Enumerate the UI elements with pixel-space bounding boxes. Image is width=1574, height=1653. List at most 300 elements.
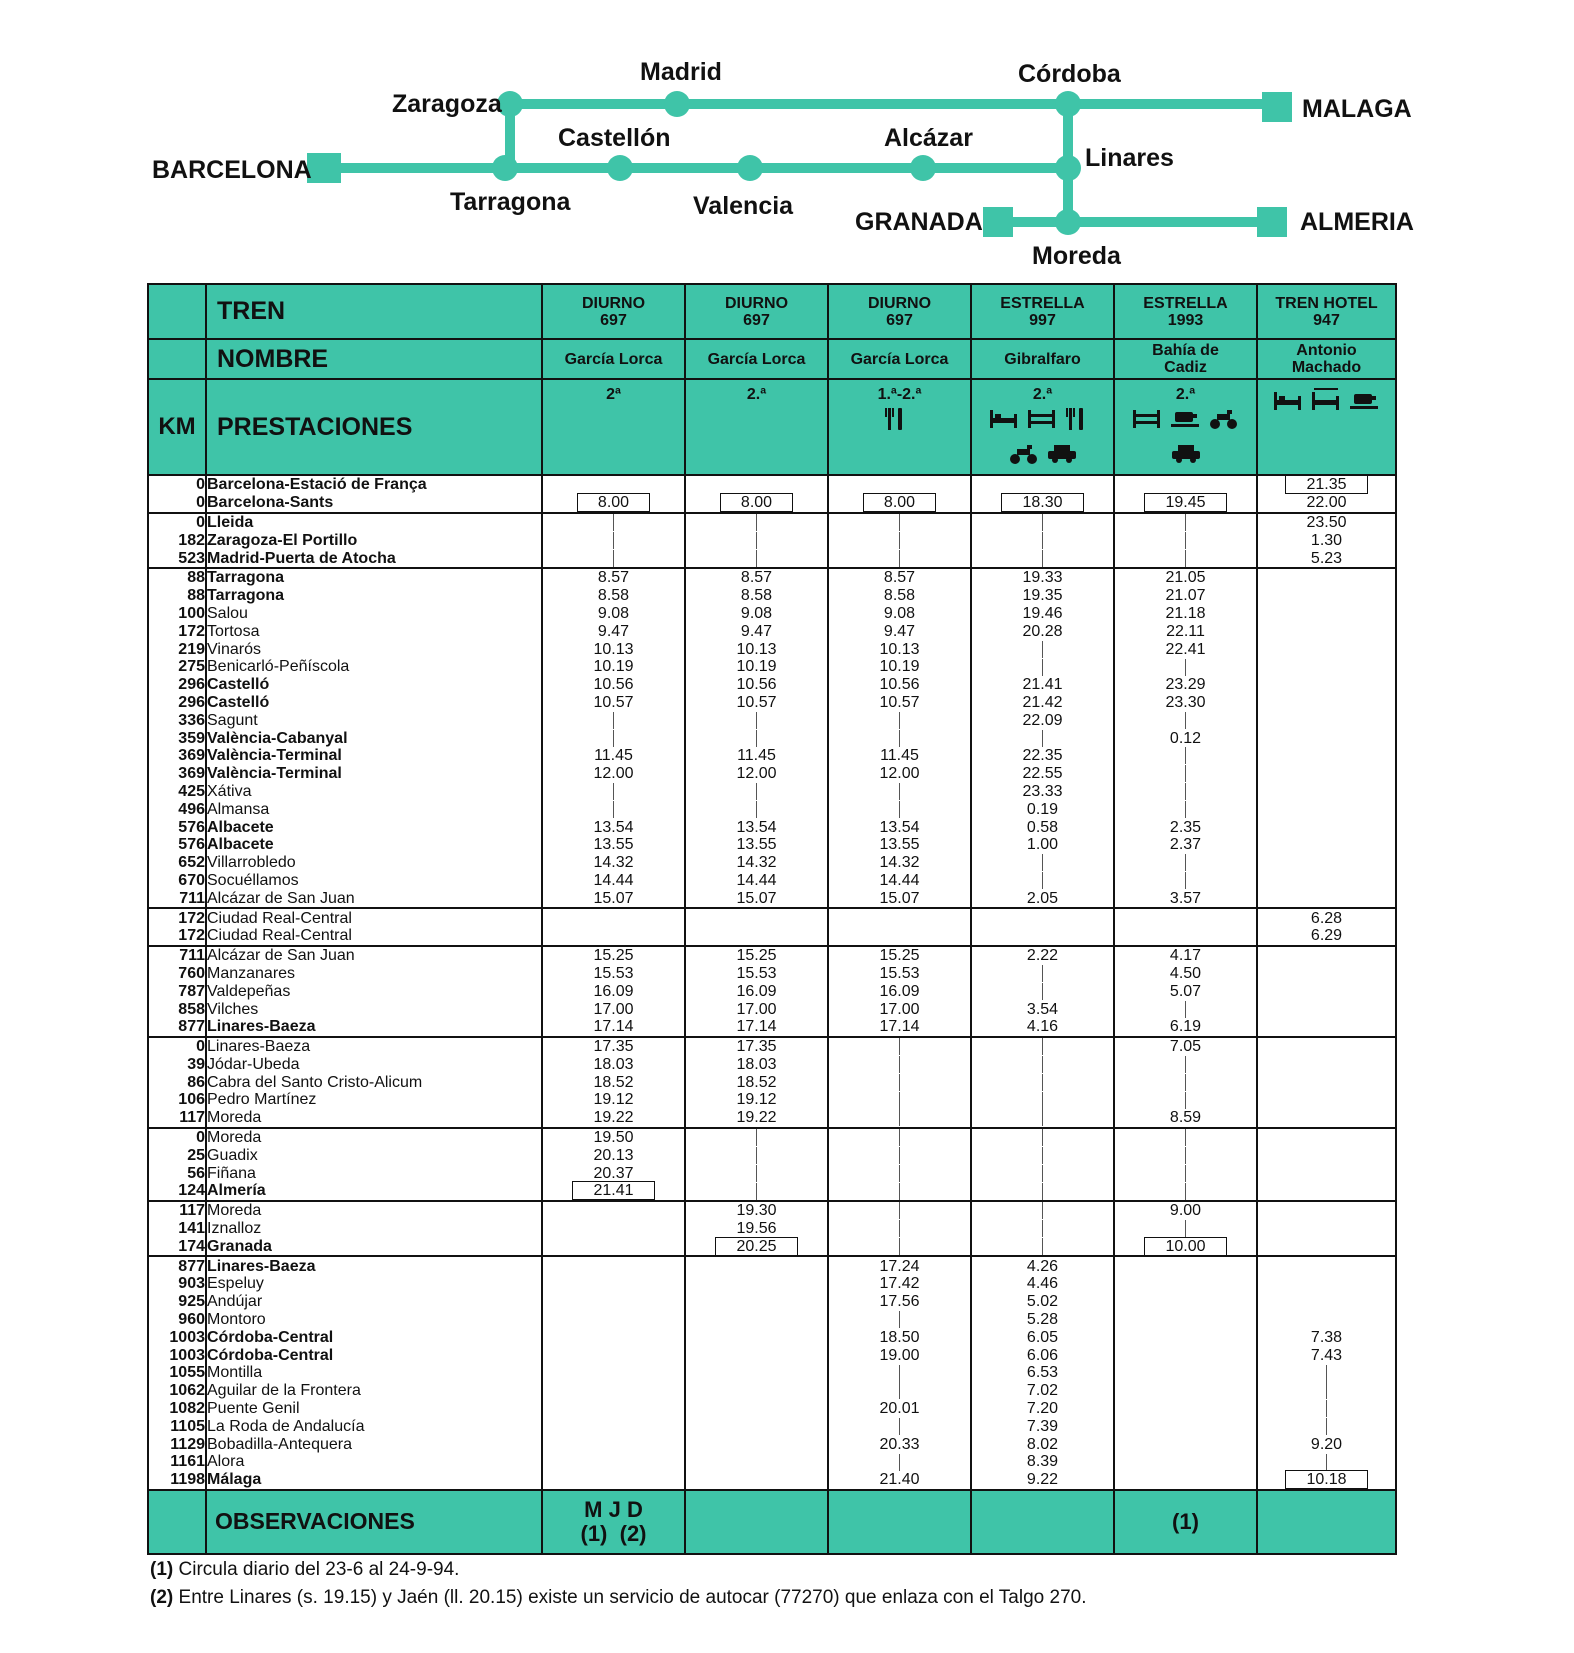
time-cell <box>828 908 971 927</box>
time-cell <box>971 1311 1114 1329</box>
timetable-row <box>148 927 1396 946</box>
station-cell: Benicarló-Peñíscola <box>206 658 542 676</box>
time-cell <box>1114 605 1257 623</box>
continues-line <box>1185 1001 1187 1018</box>
train-name: García Lorca <box>542 339 685 379</box>
timetable-row <box>148 1146 1396 1164</box>
continues-line <box>1042 641 1044 658</box>
km-cell: 711 <box>148 889 206 908</box>
time-cell <box>828 658 971 676</box>
time-cell <box>1114 640 1257 658</box>
station-cell: Jódar-Ubeda <box>206 1056 542 1074</box>
time-cell <box>542 1109 685 1128</box>
timetable-row <box>148 475 1396 494</box>
time-value: 10.19 <box>593 658 634 676</box>
km-cell: 877 <box>148 1256 206 1275</box>
time-cell <box>1257 1128 1396 1147</box>
time-cell <box>685 1471 828 1490</box>
station-madrid <box>664 91 690 117</box>
time-value: 2.22 <box>1026 947 1059 965</box>
km-cell: 275 <box>148 658 206 676</box>
label-castellon: Castellón <box>558 124 671 152</box>
timetable-row <box>148 1328 1396 1346</box>
time-cell <box>542 1364 685 1382</box>
time-cell <box>542 605 685 623</box>
station-cell: Castelló <box>206 694 542 712</box>
continues-line <box>899 730 901 747</box>
station-cell: València-Terminal <box>206 765 542 783</box>
time-cell <box>1257 531 1396 549</box>
time-cell <box>828 568 971 587</box>
time-cell <box>971 747 1114 765</box>
time-cell <box>971 475 1114 494</box>
time-value: 9.22 <box>1026 1471 1059 1489</box>
time-cell <box>828 1237 971 1256</box>
time-cell <box>971 1364 1114 1382</box>
time-cell <box>1114 587 1257 605</box>
time-cell <box>1257 982 1396 1000</box>
time-cell <box>1114 1237 1257 1256</box>
time-value: 21.42 <box>1022 693 1063 711</box>
footnotes <box>150 1556 1086 1612</box>
time-cell <box>1114 1018 1257 1037</box>
time-cell <box>971 1346 1114 1364</box>
time-value: 17.35 <box>593 1038 634 1056</box>
timetable-row <box>148 1382 1396 1400</box>
time-cell <box>971 908 1114 927</box>
continues-line <box>1185 854 1187 871</box>
time-cell <box>971 1435 1114 1453</box>
time-cell <box>828 1000 971 1018</box>
timetable-row <box>148 889 1396 908</box>
station-cell: Puente Genil <box>206 1400 542 1418</box>
time-cell <box>971 1128 1114 1147</box>
terminal-malaga <box>1262 92 1292 122</box>
time-cell <box>971 1201 1114 1220</box>
time-value: 12.00 <box>736 765 777 783</box>
time-cell <box>1257 494 1396 513</box>
time-value: 9.00 <box>1169 1202 1202 1220</box>
time-value: 5.28 <box>1026 1311 1059 1329</box>
observaciones-label: OBSERVACIONES <box>206 1490 542 1554</box>
continues-line <box>1042 1056 1044 1073</box>
km-cell: 56 <box>148 1164 206 1182</box>
time-value: 4.50 <box>1169 964 1202 982</box>
km-cell: 652 <box>148 854 206 872</box>
time-value: 19.12 <box>736 1091 777 1109</box>
time-cell <box>828 1128 971 1147</box>
continues-line <box>1185 1129 1187 1146</box>
time-cell <box>1114 908 1257 927</box>
time-value: 15.25 <box>736 947 777 965</box>
continues-line <box>899 1109 901 1126</box>
time-cell <box>971 800 1114 818</box>
continues-line <box>1042 1202 1044 1219</box>
km-cell: 877 <box>148 1018 206 1037</box>
time-value: 22.55 <box>1022 765 1063 783</box>
time-cell <box>1257 908 1396 927</box>
time-cell <box>685 854 828 872</box>
label-valencia: Valencia <box>693 192 794 220</box>
timetable-row <box>148 549 1396 568</box>
time-value: 9.08 <box>883 604 916 622</box>
time-cell <box>1114 658 1257 676</box>
time-cell <box>828 549 971 568</box>
km-cell: 711 <box>148 946 206 965</box>
time-cell <box>542 622 685 640</box>
km-cell: 1062 <box>148 1382 206 1400</box>
time-cell <box>1114 711 1257 729</box>
time-value: 2.05 <box>1026 889 1059 907</box>
continues-line <box>899 1382 901 1399</box>
time-cell <box>685 587 828 605</box>
terminal-granada <box>983 207 1013 237</box>
time-value: 19.30 <box>736 1202 777 1220</box>
time-cell <box>828 1328 971 1346</box>
time-cell <box>828 765 971 783</box>
time-cell <box>542 965 685 983</box>
time-value: 20.28 <box>1022 622 1063 640</box>
timetable-row <box>148 800 1396 818</box>
km-cell: 86 <box>148 1073 206 1091</box>
continues-line <box>1326 1382 1328 1399</box>
km-cell: 296 <box>148 694 206 712</box>
station-cell: Málaga <box>206 1471 542 1490</box>
restaurant-icon <box>885 406 915 432</box>
km-cell: 0 <box>148 1128 206 1147</box>
time-cell <box>1114 872 1257 890</box>
km-cell: 903 <box>148 1275 206 1293</box>
timetable-row <box>148 694 1396 712</box>
time-cell <box>542 747 685 765</box>
train-header: DIURNO 697 <box>828 284 971 339</box>
station-valencia <box>737 155 763 181</box>
time-value: 17.14 <box>593 1018 634 1036</box>
time-cell <box>1257 475 1396 494</box>
time-cell <box>971 1146 1114 1164</box>
time-cell <box>1114 854 1257 872</box>
timetable-row <box>148 658 1396 676</box>
time-cell <box>1257 694 1396 712</box>
continues-line <box>1185 783 1187 800</box>
timetable-row <box>148 818 1396 836</box>
time-cell <box>1257 946 1396 965</box>
time-cell <box>685 640 828 658</box>
km-cell: 787 <box>148 982 206 1000</box>
time-cell <box>971 1109 1114 1128</box>
time-cell <box>828 1417 971 1435</box>
time-cell <box>828 747 971 765</box>
time-cell <box>971 1237 1114 1256</box>
time-cell <box>685 965 828 983</box>
continues-line <box>756 1165 758 1182</box>
km-cell: 576 <box>148 836 206 854</box>
km-cell: 172 <box>148 908 206 927</box>
cafeteria-icon <box>1350 388 1380 414</box>
time-cell <box>971 765 1114 783</box>
time-cell <box>828 729 971 747</box>
time-cell <box>542 889 685 908</box>
timetable-row <box>148 783 1396 801</box>
time-cell <box>971 658 1114 676</box>
time-value: 21.18 <box>1165 604 1206 622</box>
time-cell <box>1114 1201 1257 1220</box>
station-cell: Linares-Baeza <box>206 1037 542 1056</box>
km-label: KM <box>148 379 206 475</box>
time-cell <box>1114 694 1257 712</box>
time-cell <box>828 1435 971 1453</box>
timetable-row <box>148 494 1396 513</box>
km-cell: 296 <box>148 676 206 694</box>
time-value: 8.58 <box>597 587 630 605</box>
station-cell: Ciudad Real-Central <box>206 908 542 927</box>
time-cell <box>542 475 685 494</box>
time-cell <box>828 1109 971 1128</box>
timetable-row <box>148 587 1396 605</box>
km-cell: 0 <box>148 1037 206 1056</box>
station-cell: Barcelona-Sants <box>206 494 542 513</box>
time-cell <box>1257 1256 1396 1275</box>
time-cell <box>1114 1128 1257 1147</box>
km-cell: 219 <box>148 640 206 658</box>
timetable-row <box>148 1311 1396 1329</box>
timetable <box>147 283 1397 1555</box>
time-value: 8.58 <box>883 587 916 605</box>
time-cell <box>542 1435 685 1453</box>
time-cell <box>971 1453 1114 1471</box>
time-value: 20.33 <box>879 1435 920 1453</box>
time-cell <box>542 872 685 890</box>
time-cell <box>685 1109 828 1128</box>
timetable-row <box>148 711 1396 729</box>
time-value: 7.38 <box>1310 1328 1343 1346</box>
time-value: 8.39 <box>1026 1453 1059 1471</box>
time-cell <box>828 1037 971 1056</box>
time-cell <box>971 605 1114 623</box>
station-moreda <box>1055 209 1081 235</box>
time-cell <box>685 605 828 623</box>
continues-line <box>1326 1418 1328 1435</box>
time-cell <box>1114 800 1257 818</box>
continues-line <box>756 730 758 747</box>
time-cell <box>542 982 685 1000</box>
station-cell: Tortosa <box>206 622 542 640</box>
time-value: 0.19 <box>1026 800 1059 818</box>
station-cell: Barcelona-Estació de França <box>206 475 542 494</box>
continues-line <box>1042 965 1044 982</box>
station-cell: Iznalloz <box>206 1220 542 1238</box>
time-value: 10.19 <box>879 658 920 676</box>
time-value: 3.54 <box>1026 1000 1059 1018</box>
timetable-row <box>148 1091 1396 1109</box>
km-cell: 174 <box>148 1237 206 1256</box>
timetable-row <box>148 1220 1396 1238</box>
time-value: 15.07 <box>593 889 634 907</box>
time-cell <box>1114 818 1257 836</box>
time-value: 17.56 <box>879 1293 920 1311</box>
time-cell <box>542 1037 685 1056</box>
time-cell <box>828 587 971 605</box>
time-cell <box>828 1311 971 1329</box>
time-value: 10.57 <box>736 693 777 711</box>
time-value: 14.32 <box>736 854 777 872</box>
time-cell <box>971 513 1114 532</box>
time-cell <box>1257 1237 1396 1256</box>
station-cordoba <box>1055 91 1081 117</box>
continues-line <box>899 1056 901 1073</box>
time-cell <box>1114 1275 1257 1293</box>
train-name: Gibralfaro <box>971 339 1114 379</box>
time-cell <box>542 1201 685 1220</box>
time-cell <box>971 1293 1114 1311</box>
timetable-row <box>148 1000 1396 1018</box>
time-cell <box>1114 1382 1257 1400</box>
time-cell <box>1114 1328 1257 1346</box>
time-cell <box>1257 1417 1396 1435</box>
time-cell <box>542 694 685 712</box>
time-cell <box>685 818 828 836</box>
continues-line <box>613 730 615 747</box>
continues-line <box>1185 1147 1187 1164</box>
station-cell: Villarrobledo <box>206 854 542 872</box>
time-value: 19.33 <box>1022 569 1063 587</box>
time-value: 19.22 <box>593 1109 634 1127</box>
km-cell: 523 <box>148 549 206 568</box>
km-cell: 369 <box>148 747 206 765</box>
station-cell: Montilla <box>206 1364 542 1382</box>
km-cell: 576 <box>148 818 206 836</box>
time-value: 17.35 <box>736 1038 777 1056</box>
time-cell <box>828 1382 971 1400</box>
time-value: 10.13 <box>879 640 920 658</box>
time-value: 10.57 <box>593 693 634 711</box>
continues-line <box>756 801 758 818</box>
time-cell <box>685 783 828 801</box>
time-cell <box>1257 854 1396 872</box>
time-cell <box>828 1201 971 1220</box>
time-value: 8.58 <box>740 587 773 605</box>
time-cell <box>542 1328 685 1346</box>
time-cell <box>1257 1220 1396 1238</box>
time-cell <box>828 872 971 890</box>
time-cell <box>685 1146 828 1164</box>
station-cell: Xátiva <box>206 783 542 801</box>
time-value: 20.13 <box>593 1146 634 1164</box>
continues-line <box>899 801 901 818</box>
time-cell <box>828 531 971 549</box>
station-cell: Lleida <box>206 513 542 532</box>
time-value: 5.23 <box>1310 549 1343 567</box>
time-value: 19.12 <box>593 1091 634 1109</box>
time-cell <box>1257 872 1396 890</box>
km-cell: 760 <box>148 965 206 983</box>
time-cell <box>971 1256 1114 1275</box>
time-cell <box>971 818 1114 836</box>
time-value: 9.47 <box>883 622 916 640</box>
continues-line <box>1042 872 1044 889</box>
time-cell <box>828 1182 971 1201</box>
time-value: 16.09 <box>736 982 777 1000</box>
time-value: 3.57 <box>1169 889 1202 907</box>
bed-icon <box>990 406 1020 432</box>
km-cell: 359 <box>148 729 206 747</box>
time-cell <box>542 1453 685 1471</box>
continues-line <box>899 1074 901 1091</box>
observacion-cell <box>828 1490 971 1554</box>
timetable-row <box>148 1037 1396 1056</box>
time-value: 20.01 <box>879 1400 920 1418</box>
time-cell <box>542 513 685 532</box>
km-cell: 1129 <box>148 1435 206 1453</box>
continues-line <box>899 1418 901 1435</box>
time-value: 8.02 <box>1026 1435 1059 1453</box>
station-cell: Albacete <box>206 836 542 854</box>
km-cell: 88 <box>148 587 206 605</box>
timetable-row <box>148 1293 1396 1311</box>
time-cell <box>1257 1275 1396 1293</box>
time-cell <box>971 494 1114 513</box>
services-cell: 1.ª-2.ª <box>828 379 971 475</box>
time-cell <box>685 494 828 513</box>
time-cell <box>971 1056 1114 1074</box>
time-value: 22.00 <box>1306 494 1347 512</box>
time-value: 23.50 <box>1306 513 1347 531</box>
continues-line <box>899 532 901 549</box>
time-cell <box>971 872 1114 890</box>
continues-line <box>899 1038 901 1055</box>
continues-line <box>1042 550 1044 567</box>
time-cell <box>1257 1328 1396 1346</box>
time-cell <box>828 946 971 965</box>
time-cell <box>971 1073 1114 1091</box>
station-cell: Zaragoza-El Portillo <box>206 531 542 549</box>
car-icon <box>1047 441 1077 467</box>
time-cell <box>1114 965 1257 983</box>
time-cell <box>685 1293 828 1311</box>
time-cell <box>1114 676 1257 694</box>
continues-line <box>1042 1074 1044 1091</box>
time-value: 7.05 <box>1169 1038 1202 1056</box>
timetable-row <box>148 946 1396 965</box>
time-cell <box>685 889 828 908</box>
time-cell <box>1114 568 1257 587</box>
station-alcazar <box>910 155 936 181</box>
timetable-row <box>148 872 1396 890</box>
time-value: 6.05 <box>1026 1328 1059 1346</box>
km-cell: 1161 <box>148 1453 206 1471</box>
continues-line <box>756 514 758 531</box>
time-cell <box>828 640 971 658</box>
time-value: 8.57 <box>597 569 630 587</box>
time-value: 18.03 <box>593 1055 634 1073</box>
station-cell: Aguilar de la Frontera <box>206 1382 542 1400</box>
couchette-icon <box>1028 406 1058 432</box>
continues-line <box>1185 1056 1187 1073</box>
time-cell <box>542 729 685 747</box>
station-cell: Linares-Baeza <box>206 1018 542 1037</box>
label-linares: Linares <box>1085 144 1174 172</box>
time-cell <box>971 927 1114 946</box>
time-cell <box>685 1164 828 1182</box>
continues-line <box>1042 1183 1044 1200</box>
time-value: 6.29 <box>1310 927 1343 945</box>
time-cell <box>828 1400 971 1418</box>
time-value: 4.26 <box>1026 1257 1059 1275</box>
time-cell <box>1257 1400 1396 1418</box>
time-cell <box>828 1471 971 1490</box>
nombre-label: NOMBRE <box>206 339 542 379</box>
station-cell: Córdoba-Central <box>206 1346 542 1364</box>
